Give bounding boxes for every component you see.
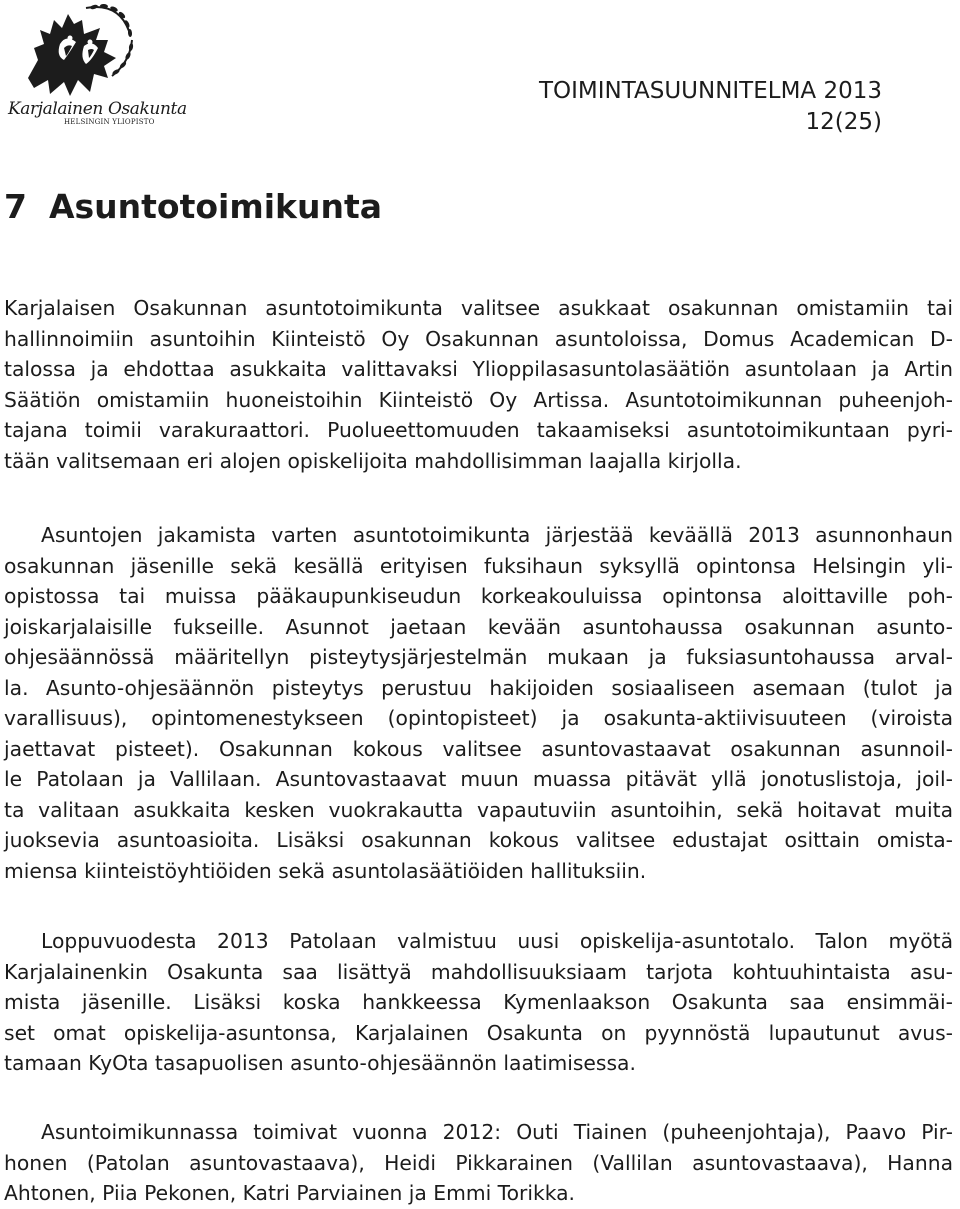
text-line: le Patolaan ja Vallilaan. Asuntovastaavat muun muassa pitävät yllä jonotuslistoja, joil- [4,767,953,791]
text-line: Loppuvuodesta 2013 Patolaan valmistuu uusi opiskelija-asuntotalo. Talon myötä [41,929,953,953]
text-line: Säätiön omistamiin huoneistoihin Kiinteistö Oy Artissa. Asuntotoimikunnan puheenjoh- [4,387,953,412]
text-line: tamaan KyOta tasapuolisen asunto-ohjesäännön laatimisessa. [4,1051,636,1075]
paragraph-new-student-housing [4,926,953,1079]
text-line: hallinnoimiin asuntoihin Kiinteistö Oy Osakunnan asuntoloissa, Domus Academican D- [4,326,953,351]
section-title: Asuntotoimikunta [48,187,383,226]
text-line: mista jäsenille. Lisäksi koska hankkeessa Kymenlaakson Osakunta saa ensimmäi- [4,990,953,1014]
text-line: tajana toimii varakuraattori. Puolueettomuuden takaamiseksi asuntotoimikuntaan pyri- [4,418,953,442]
section-number: 7 [4,187,27,226]
paragraph-housing-allocation [4,520,953,886]
paragraph-housing-committee-intro [4,293,953,476]
text-line: juoksevia asuntoasioita. Lisäksi osakunnan kokous valitsee edustajat osittain omista- [4,828,953,852]
text-line: osakunnan jäsenille sekä kesällä erityisen fuksihaun syksyllä opintonsa Helsingin yli- [4,553,953,578]
text-line: opistossa tai muissa pääkaupunkiseudun korkeakouluissa opintonsa aloittaville poh- [4,584,953,608]
text-line: ta valitaan asukkaita kesken vuokrakautta vapautuviin asuntoihin, sekä hoitavat muita [4,797,953,822]
text-line: varallisuus), opintomenestykseen (opintopisteet) ja osakunta-aktiivisuuteen (viroista [4,706,953,730]
document-title: TOIMINTASUUNNITELMA 2013 [538,78,882,104]
logo-script-text: Karjalainen Osakunta [8,99,187,119]
text-line: honen (Patolan asuntovastaava), Heidi Pikkarainen (Vallilan asuntovastaava), Hanna [4,1150,953,1175]
organization-logo [4,0,187,136]
text-line: tään valitsemaan eri alojen opiskelijoita mahdollisimman laajalla kirjolla. [4,448,742,473]
text-line: Asuntoimikunnassa toimivat vuonna 2012: Outi Tiainen (puheenjohtaja), Paavo Pir- [41,1120,953,1144]
text-line: set omat opiskelija-asuntonsa, Karjalainen Osakunta on pyynnöstä lupautunut avus- [4,1020,953,1045]
text-line: ohjesäännössä määritellyn pisteytysjärjestelmän mukaan ja fuksiasuntohaussa arval- [4,645,953,669]
paragraph-committee-members [4,1117,953,1209]
text-line: jaettavat pisteet). Osakunnan kokous valitsee asuntovastaavat osakunnan asunnoil- [4,736,953,761]
text-line: la. Asunto-ohjesäännön pisteytys perustuu hakijoiden sosiaaliseen asemaan (tulot ja [4,675,953,700]
section-heading [4,183,382,231]
text-line: miensa kiinteistöyhtiöiden sekä asuntolasäätiöiden hallituksiin. [4,858,647,883]
text-line: Ahtonen, Piia Pekonen, Katri Parviainen ja Emmi Torikka. [4,1181,576,1205]
logo-subtitle: HELSINGIN YLIOPISTO [64,118,155,126]
document-header [539,76,882,138]
text-line: joiskarjalaisille fukseille. Asunnot jaetaan kevään asuntohaussa osakunnan asunto- [4,614,953,639]
karjalainen-osakunta-crest-icon [4,0,164,112]
text-line: Karjalaisen Osakunnan asuntotoimikunta valitsee asukkaat osakunnan omistamiin tai [4,296,953,320]
page-number: 12(25) [805,109,882,135]
text-line: talossa ja ehdottaa asukkaita valittavaksi Ylioppilasasuntolasäätiön asuntolaan ja Artin [4,357,953,381]
text-line: Karjalainenkin Osakunta saa lisättyä mahdollisuuksiaam tarjota kohtuuhintaista asu- [4,959,953,984]
text-line: Asuntojen jakamista varten asuntotoimikunta järjestää keväällä 2013 asunnonhaun [41,523,953,547]
